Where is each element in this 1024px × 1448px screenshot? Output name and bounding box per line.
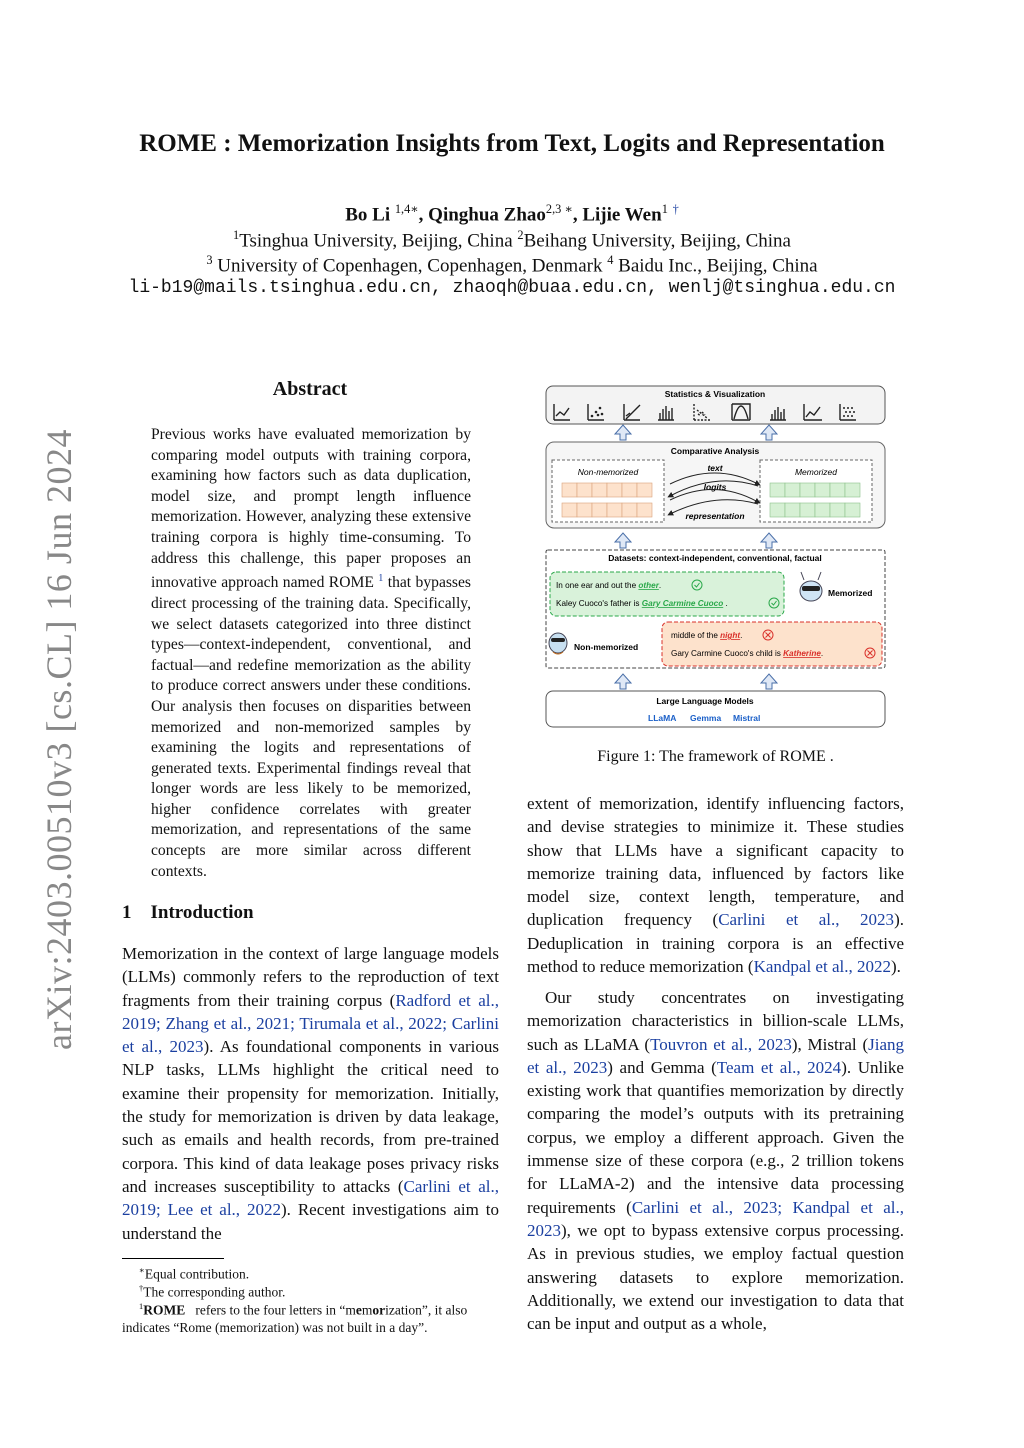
token-cell <box>607 483 622 497</box>
token-cell <box>830 483 845 497</box>
token-cell <box>845 503 860 517</box>
footnote-text: ization”, it also indicates “Rome (memorization) was not built in a day”. <box>122 1302 468 1335</box>
representation-label: representation <box>685 511 745 521</box>
author-name: Lijie Wen <box>582 204 662 226</box>
llm-label: Large Language Models <box>656 696 754 706</box>
abstract-heading: Abstract <box>272 378 348 400</box>
corresponding-mark[interactable]: † <box>672 202 679 216</box>
author-affil: 2,3 ∗ <box>545 202 573 216</box>
memorized-examples <box>550 572 784 616</box>
body-text: Our study concentrates on investigating memorization characteristics in billion-scale LLMs, such as LLaMA ( <box>527 988 904 1054</box>
arxiv-identifier: arXiv:2403.00510v3 [cs.CL] 16 Jun 2024 <box>39 429 79 1050</box>
token-cell <box>815 483 830 497</box>
nonmemorized-examples <box>662 622 882 666</box>
abstract-body <box>151 425 471 882</box>
example-3: middle of the night. <box>671 631 743 640</box>
token-cell <box>830 503 845 517</box>
token-cell <box>622 483 637 497</box>
stats-label: Statistics & Visualization <box>664 389 766 399</box>
token-cell <box>770 503 785 517</box>
token-cell <box>637 483 652 497</box>
footnote-text: refers to the four letters in “m <box>185 1302 356 1318</box>
token-cell <box>815 503 830 517</box>
token-cell <box>607 503 622 517</box>
body-text: ) and Gemma ( <box>607 1057 717 1077</box>
citation-link[interactable]: Radford et al., 2019; Zhang et al., 2021; Tirumala et al., 2022; Carlini et al., 2023 <box>122 990 499 1057</box>
rome-framework-figure <box>540 384 890 734</box>
affil-text: Beihang University, Beijing, China <box>523 230 791 252</box>
nonmemorized-character-icon <box>549 633 567 654</box>
example-2: Kaley Cuoco's father is Gary Carmine Cuoco . <box>556 599 728 608</box>
token-cell <box>622 503 637 517</box>
footnote-bold: e <box>355 1302 362 1318</box>
token-cell <box>770 483 785 497</box>
footnote-bold: ROME <box>143 1302 186 1318</box>
comparative-label: Comparative Analysis <box>670 446 760 456</box>
token-cell <box>592 503 607 517</box>
author-name: Qinghua Zhao <box>428 204 546 226</box>
citation-link[interactable]: Touvron et al., 2023 <box>650 1034 792 1054</box>
body-text: ). Unlike existing work that quantifies memorization by directly comparing the model’s outputs with its pretraining corpus, we employ a different approach. Given the immense size of these corpora (e.g., 2 trillion tokens for LLaMA-2) and the intensive data processing requirements ( <box>527 1057 904 1217</box>
footnote <box>122 1298 502 1336</box>
token-cell <box>845 483 860 497</box>
figure-caption: Figure 1: The framework of ROME . <box>597 748 834 765</box>
right-paragraph <box>527 986 904 1335</box>
citation-link[interactable]: Carlini et al., 2023; Kandpal et al., 2023 <box>527 1197 905 1240</box>
example-4: Gary Carmine Cuoco's child is Katherine. <box>671 649 824 658</box>
affil-number: 2 <box>517 228 524 242</box>
llm-gemma: Gemma <box>690 713 722 723</box>
token-cell <box>785 503 800 517</box>
body-text: ). Recent investigations aim to understand the <box>122 1200 499 1243</box>
llm-mistral: Mistral <box>733 713 761 723</box>
body-text: ). Deduplication in training corpora is an effective method to reduce memorization ( <box>527 910 904 977</box>
body-text: ). As foundational components in various NLP tasks, LLMs highlight the critical need to examine their propensity for memorization. Initially, the study for memorization is driven by data leakage, such as emails and health records, from pre-trained corpora. This kind of data leakage poses privacy risks and increases susceptibility to attacks ( <box>122 1037 499 1196</box>
author-emails: li-b19@mails.tsinghua.edu.cn, zhaoqh@buaa.edu.cn, wenlj@tsinghua.edu.cn <box>128 278 896 298</box>
affiliation-line <box>0 253 1024 277</box>
affil-number: 3 <box>206 253 213 267</box>
datasets-label: Datasets: context-independent, conventional, factual <box>608 553 822 563</box>
text-label: text <box>707 463 723 473</box>
citation-link[interactable]: Carlini et al., 2023 <box>718 910 895 930</box>
token-cell <box>577 483 592 497</box>
affil-number: 4 <box>607 253 614 267</box>
footnote-mark: ∗ <box>138 1265 145 1275</box>
llm-llama: LLaMA <box>648 713 677 723</box>
affil-text: University of Copenhagen, Copenhagen, Denmark <box>212 255 608 277</box>
footnote-text: The corresponding author. <box>143 1284 286 1300</box>
footnote-mark: † <box>138 1283 144 1293</box>
citation-link[interactable]: Carlini et al., 2019; Lee et al., 2022 <box>122 1176 499 1220</box>
example-1: In one ear and out the other. <box>556 581 662 590</box>
footnote-rule <box>122 1258 224 1259</box>
body-text: Memorization in the context of large language models (LLMs) commonly refers to the reproduction of text fragments from their training corpus ( <box>122 944 499 1010</box>
mem-label: Memorized <box>794 467 838 477</box>
citation-link[interactable]: Team et al., 2024 <box>716 1057 842 1077</box>
token-cell <box>785 483 800 497</box>
footnote-bold: r <box>379 1302 386 1318</box>
footnote-text: Equal contribution. <box>144 1266 250 1282</box>
abstract-text: Previous works have evaluated memorization by comparing model outputs with training corpora, examining how factors such as data duplication, model size, and prompt length influence memorization. However, analyzing these extensive training corpora is highly time-consuming. To address this challenge, this paper proposes an innovative approach named ROME <box>151 426 471 592</box>
body-text: ), we opt to bypass extensive corpus processing. As in previous studies, we employ factual question answering datasets to explore memorization. Additionally, we extend our investigation to data that can be input and output as a whole, <box>527 1220 904 1334</box>
footnote-mark: 1 <box>138 1301 144 1311</box>
token-cell <box>800 483 815 497</box>
author-affil: 1 <box>661 202 668 216</box>
token-cell <box>800 503 815 517</box>
affiliation-line <box>0 228 1024 252</box>
author-list: Bo Li $^{1,4∗}$, Qinghua Zhao$^{2,3 ∗}$, Lijie Wen$^1$ † <box>345 202 679 226</box>
author-affil: 1,4∗ <box>394 202 419 216</box>
token-cell <box>562 483 577 497</box>
token-cell <box>577 503 592 517</box>
paper-title: ROME : Memorization Insights from Text, Logits and Representation <box>139 130 885 157</box>
body-text: ), Mistral ( <box>791 1034 869 1054</box>
nonmem-label: Non-memorized <box>577 467 639 477</box>
right-paragraph <box>527 792 904 978</box>
token-cell <box>592 483 607 497</box>
logits-label: logits <box>703 482 727 492</box>
affil-number: 1 <box>233 228 240 242</box>
body-text: extent of memorization, identify influencing factors, and devise strategies to minimize it. These studies show that LLMs have a significant capacity to memorize training data, influenced by factors like model size, context length, temperature, and duplication frequency ( <box>527 794 904 930</box>
citation-link[interactable]: Kandpal et al., 2022 <box>753 957 891 977</box>
footnote-link[interactable]: 1 <box>378 573 384 585</box>
affil-text: Baidu Inc., Beijing, China <box>613 255 818 277</box>
citation-link[interactable]: Jiang et al., 2023 <box>527 1034 904 1077</box>
intro-paragraph <box>122 942 499 1245</box>
memorized-side-label: Memorized <box>828 588 873 598</box>
section-heading: 1 Introduction <box>122 902 254 923</box>
nonmemorized-side-label: Non-memorized <box>574 642 639 652</box>
affil-text: Tsinghua University, Beijing, China <box>239 230 518 252</box>
abstract-text: that bypasses direct processing of the training data. Specifically, we select datasets categorized into three distinct types—context-independent, conventional, and factual—and redefine memorization as the ability to produce correct answers under these conditions. Our analysis then focuses on disparities between memorized and non-memorized samples by examining the logits and representations of generated texts. Experimental findings reveal that longer words are less likely to be memorized, higher confidence correlates with greater memorization, and representations of the same concepts are more similar across different contexts. <box>151 574 471 880</box>
body-text: ). <box>890 957 901 977</box>
footnote-bold: o <box>372 1302 380 1318</box>
token-cell <box>562 503 577 517</box>
token-cell <box>637 503 652 517</box>
author-name: Bo Li <box>345 204 391 226</box>
footnote-text: m <box>361 1302 373 1318</box>
